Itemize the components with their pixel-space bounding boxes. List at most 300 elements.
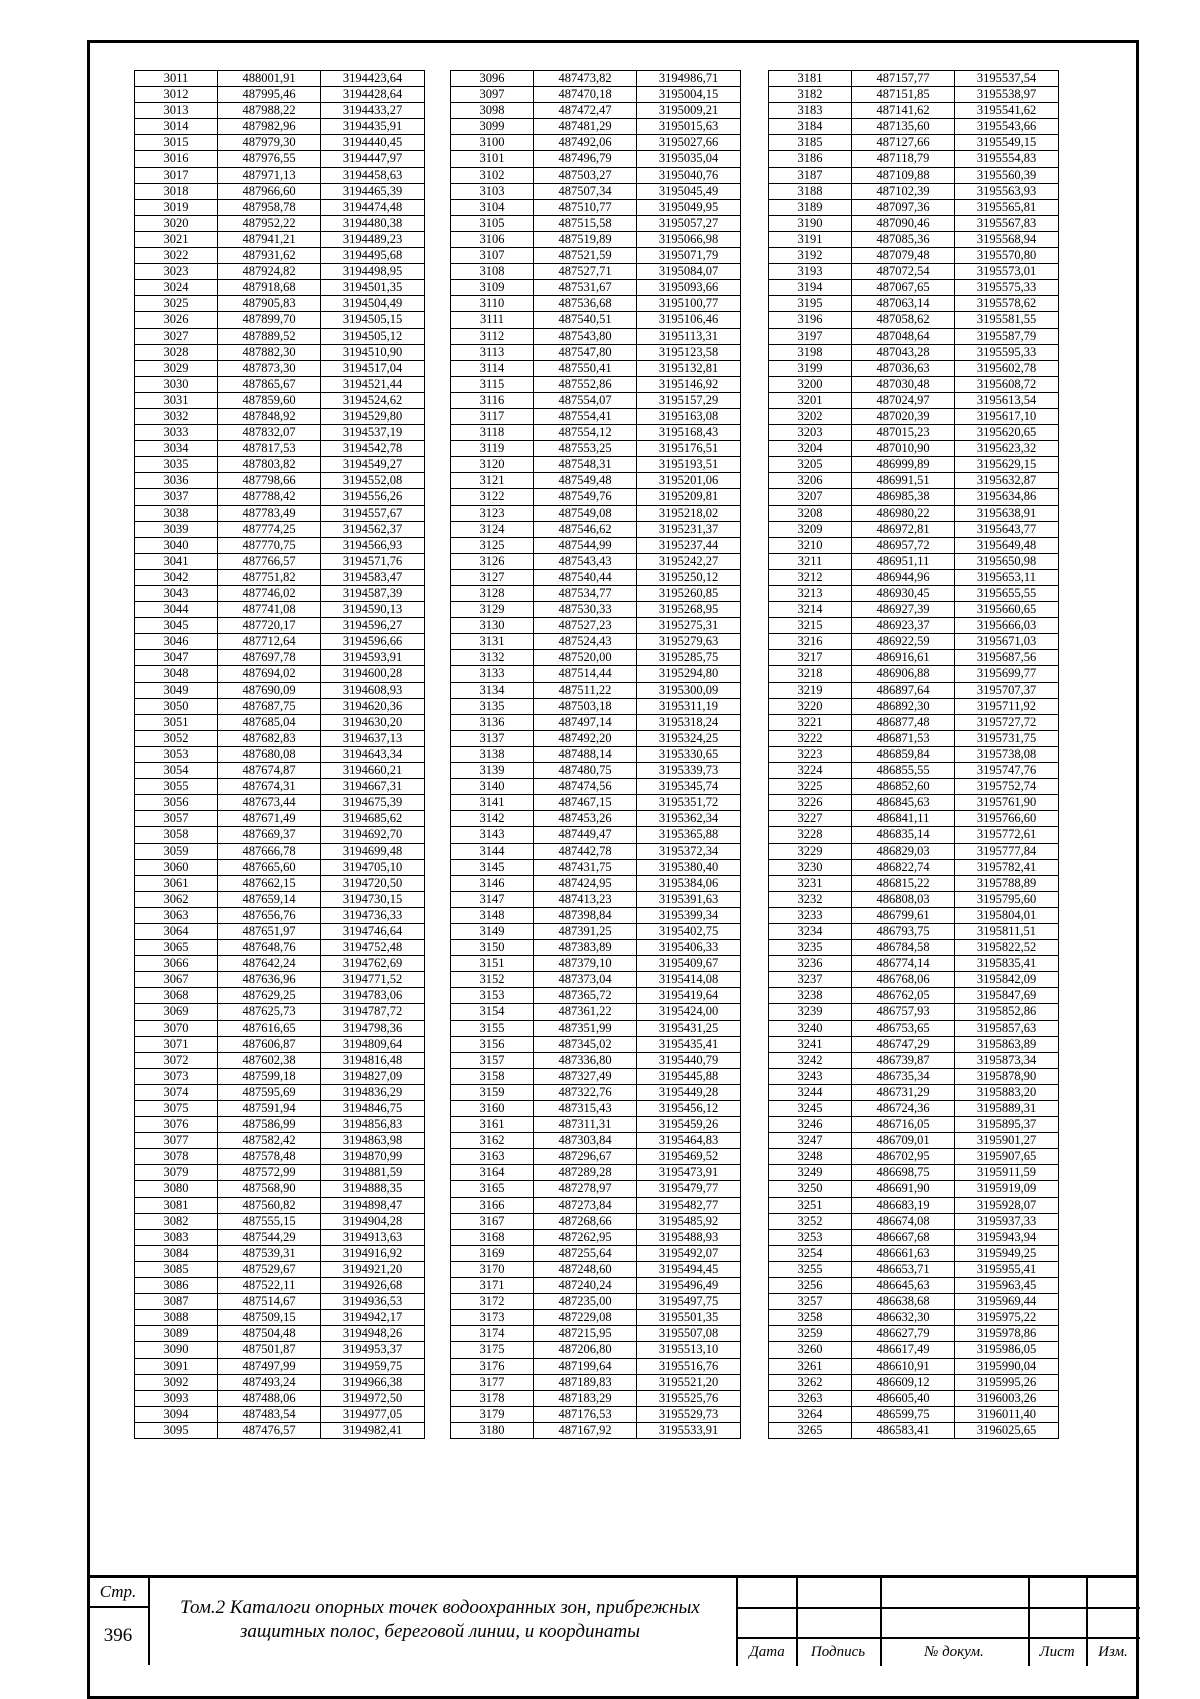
x-coordinate: 487952,22 bbox=[218, 215, 321, 231]
point-number: 3053 bbox=[135, 746, 218, 762]
table-row bbox=[451, 1117, 741, 1133]
table-row bbox=[769, 1036, 1059, 1052]
table-row bbox=[451, 215, 741, 231]
x-coordinate: 487651,97 bbox=[218, 923, 321, 939]
table-row bbox=[451, 392, 741, 408]
x-coordinate: 487481,29 bbox=[534, 119, 637, 135]
x-coordinate: 487602,38 bbox=[218, 1052, 321, 1068]
table-row bbox=[451, 1020, 741, 1036]
x-coordinate: 487273,84 bbox=[534, 1197, 637, 1213]
point-number: 3071 bbox=[135, 1036, 218, 1052]
x-coordinate: 486753,65 bbox=[852, 1020, 955, 1036]
table-row bbox=[135, 1117, 425, 1133]
y-coordinate: 3194549,27 bbox=[321, 457, 425, 473]
table-row bbox=[451, 1390, 741, 1406]
x-coordinate: 487476,57 bbox=[218, 1422, 321, 1438]
x-coordinate: 487109,88 bbox=[852, 167, 955, 183]
point-number: 3068 bbox=[135, 988, 218, 1004]
y-coordinate: 3194863,98 bbox=[321, 1133, 425, 1149]
x-coordinate: 487141,62 bbox=[852, 103, 955, 119]
table-row bbox=[135, 1197, 425, 1213]
point-number: 3237 bbox=[769, 972, 852, 988]
y-coordinate: 3195955,41 bbox=[955, 1261, 1059, 1277]
y-coordinate: 3194692,70 bbox=[321, 827, 425, 843]
point-number: 3019 bbox=[135, 199, 218, 215]
y-coordinate: 3194667,31 bbox=[321, 779, 425, 795]
x-coordinate: 487043,28 bbox=[852, 344, 955, 360]
point-number: 3049 bbox=[135, 682, 218, 698]
table-row bbox=[451, 425, 741, 441]
table-row bbox=[769, 1133, 1059, 1149]
point-number: 3087 bbox=[135, 1294, 218, 1310]
x-coordinate: 486583,41 bbox=[852, 1422, 955, 1438]
table-row bbox=[769, 1422, 1059, 1438]
table-row bbox=[135, 441, 425, 457]
y-coordinate: 3194881,59 bbox=[321, 1165, 425, 1181]
table-row bbox=[769, 650, 1059, 666]
point-number: 3113 bbox=[451, 344, 534, 360]
table-row bbox=[135, 1213, 425, 1229]
y-coordinate: 3194816,48 bbox=[321, 1052, 425, 1068]
y-coordinate: 3195937,33 bbox=[955, 1213, 1059, 1229]
x-coordinate: 487555,15 bbox=[218, 1213, 321, 1229]
x-coordinate: 486808,03 bbox=[852, 891, 955, 907]
x-coordinate: 487473,82 bbox=[534, 71, 637, 87]
point-number: 3240 bbox=[769, 1020, 852, 1036]
x-coordinate: 487248,60 bbox=[534, 1261, 637, 1277]
table-row bbox=[451, 103, 741, 119]
point-number: 3100 bbox=[451, 135, 534, 151]
point-number: 3191 bbox=[769, 231, 852, 247]
x-coordinate: 486605,40 bbox=[852, 1390, 955, 1406]
x-coordinate: 487554,07 bbox=[534, 392, 637, 408]
point-number: 3153 bbox=[451, 988, 534, 1004]
point-number: 3212 bbox=[769, 569, 852, 585]
table-row bbox=[451, 795, 741, 811]
point-number: 3173 bbox=[451, 1310, 534, 1326]
point-number: 3013 bbox=[135, 103, 218, 119]
point-number: 3102 bbox=[451, 167, 534, 183]
x-coordinate: 487361,22 bbox=[534, 1004, 637, 1020]
y-coordinate: 3195811,51 bbox=[955, 923, 1059, 939]
y-coordinate: 3195449,28 bbox=[637, 1084, 741, 1100]
x-coordinate: 487543,43 bbox=[534, 553, 637, 569]
y-coordinate: 3195529,73 bbox=[637, 1406, 741, 1422]
point-number: 3190 bbox=[769, 215, 852, 231]
point-number: 3011 bbox=[135, 71, 218, 87]
y-coordinate: 3195761,90 bbox=[955, 795, 1059, 811]
point-number: 3265 bbox=[769, 1422, 852, 1438]
x-coordinate: 486645,63 bbox=[852, 1278, 955, 1294]
x-coordinate: 486674,08 bbox=[852, 1213, 955, 1229]
x-coordinate: 487315,43 bbox=[534, 1101, 637, 1117]
table-row bbox=[769, 1020, 1059, 1036]
point-number: 3083 bbox=[135, 1229, 218, 1245]
x-coordinate: 486877,48 bbox=[852, 714, 955, 730]
table-row bbox=[135, 1342, 425, 1358]
point-number: 3249 bbox=[769, 1165, 852, 1181]
table-row bbox=[769, 151, 1059, 167]
point-number: 3255 bbox=[769, 1261, 852, 1277]
y-coordinate: 3195731,75 bbox=[955, 730, 1059, 746]
y-coordinate: 3195822,52 bbox=[955, 940, 1059, 956]
y-coordinate: 3195608,72 bbox=[955, 376, 1059, 392]
y-coordinate: 3195146,92 bbox=[637, 376, 741, 392]
point-number: 3229 bbox=[769, 843, 852, 859]
x-coordinate: 487488,14 bbox=[534, 746, 637, 762]
table-row bbox=[769, 634, 1059, 650]
x-coordinate: 487072,54 bbox=[852, 264, 955, 280]
point-number: 3178 bbox=[451, 1390, 534, 1406]
x-coordinate: 486841,11 bbox=[852, 811, 955, 827]
point-number: 3170 bbox=[451, 1261, 534, 1277]
point-number: 3200 bbox=[769, 376, 852, 392]
x-coordinate: 487127,66 bbox=[852, 135, 955, 151]
y-coordinate: 3194856,83 bbox=[321, 1117, 425, 1133]
table-row bbox=[769, 376, 1059, 392]
x-coordinate: 487636,96 bbox=[218, 972, 321, 988]
x-coordinate: 487504,48 bbox=[218, 1326, 321, 1342]
x-coordinate: 487549,48 bbox=[534, 473, 637, 489]
table-row bbox=[135, 135, 425, 151]
point-number: 3254 bbox=[769, 1245, 852, 1261]
point-number: 3045 bbox=[135, 618, 218, 634]
point-number: 3122 bbox=[451, 489, 534, 505]
x-coordinate: 487496,79 bbox=[534, 151, 637, 167]
table-row bbox=[451, 151, 741, 167]
date-label: Дата bbox=[749, 1644, 785, 1660]
y-coordinate: 3194505,12 bbox=[321, 328, 425, 344]
table-row bbox=[769, 183, 1059, 199]
y-coordinate: 3195469,52 bbox=[637, 1149, 741, 1165]
table-row bbox=[451, 376, 741, 392]
y-coordinate: 3195573,01 bbox=[955, 264, 1059, 280]
y-coordinate: 3194620,36 bbox=[321, 698, 425, 714]
y-coordinate: 3194720,50 bbox=[321, 875, 425, 891]
y-coordinate: 3195575,33 bbox=[955, 280, 1059, 296]
x-coordinate: 487048,64 bbox=[852, 328, 955, 344]
point-number: 3139 bbox=[451, 763, 534, 779]
y-coordinate: 3194798,36 bbox=[321, 1020, 425, 1036]
x-coordinate: 487527,71 bbox=[534, 264, 637, 280]
y-coordinate: 3194562,37 bbox=[321, 521, 425, 537]
y-coordinate: 3194888,35 bbox=[321, 1181, 425, 1197]
x-coordinate: 487278,97 bbox=[534, 1181, 637, 1197]
table-row bbox=[769, 1342, 1059, 1358]
point-number: 3051 bbox=[135, 714, 218, 730]
table-row bbox=[135, 87, 425, 103]
y-coordinate: 3195123,58 bbox=[637, 344, 741, 360]
table-row bbox=[769, 521, 1059, 537]
y-coordinate: 3195479,77 bbox=[637, 1181, 741, 1197]
x-coordinate: 486683,19 bbox=[852, 1197, 955, 1213]
table-row bbox=[135, 231, 425, 247]
point-number: 3127 bbox=[451, 569, 534, 585]
table-row bbox=[451, 183, 741, 199]
table-row bbox=[451, 167, 741, 183]
table-row bbox=[769, 280, 1059, 296]
y-coordinate: 3195406,33 bbox=[637, 940, 741, 956]
point-number: 3199 bbox=[769, 360, 852, 376]
x-coordinate: 487470,18 bbox=[534, 87, 637, 103]
y-coordinate: 3195878,90 bbox=[955, 1068, 1059, 1084]
x-coordinate: 487899,70 bbox=[218, 312, 321, 328]
x-coordinate: 487303,84 bbox=[534, 1133, 637, 1149]
point-number: 3037 bbox=[135, 489, 218, 505]
y-coordinate: 3194982,41 bbox=[321, 1422, 425, 1438]
point-number: 3179 bbox=[451, 1406, 534, 1422]
point-number: 3181 bbox=[769, 71, 852, 87]
table-row bbox=[451, 328, 741, 344]
table-row bbox=[135, 1390, 425, 1406]
x-coordinate: 487680,08 bbox=[218, 746, 321, 762]
x-coordinate: 487865,67 bbox=[218, 376, 321, 392]
point-number: 3258 bbox=[769, 1310, 852, 1326]
y-coordinate: 3194953,37 bbox=[321, 1342, 425, 1358]
point-number: 3120 bbox=[451, 457, 534, 473]
y-coordinate: 3194705,10 bbox=[321, 859, 425, 875]
y-coordinate: 3195157,29 bbox=[637, 392, 741, 408]
table-row bbox=[135, 1084, 425, 1100]
point-number: 3107 bbox=[451, 248, 534, 264]
y-coordinate: 3195057,27 bbox=[637, 215, 741, 231]
table-row bbox=[451, 441, 741, 457]
table-row bbox=[135, 119, 425, 135]
x-coordinate: 487548,31 bbox=[534, 457, 637, 473]
y-coordinate: 3194771,52 bbox=[321, 972, 425, 988]
table-row bbox=[451, 1133, 741, 1149]
table-row bbox=[135, 940, 425, 956]
x-coordinate: 487235,00 bbox=[534, 1294, 637, 1310]
y-coordinate: 3195738,08 bbox=[955, 746, 1059, 762]
x-coordinate: 487079,48 bbox=[852, 248, 955, 264]
table-row bbox=[135, 1358, 425, 1374]
table-row bbox=[135, 537, 425, 553]
y-coordinate: 3194752,48 bbox=[321, 940, 425, 956]
point-number: 3112 bbox=[451, 328, 534, 344]
table-row bbox=[769, 1358, 1059, 1374]
point-number: 3055 bbox=[135, 779, 218, 795]
table-row bbox=[135, 248, 425, 264]
table-row bbox=[769, 602, 1059, 618]
y-coordinate: 3195835,41 bbox=[955, 956, 1059, 972]
y-coordinate: 3194435,91 bbox=[321, 119, 425, 135]
x-coordinate: 487905,83 bbox=[218, 296, 321, 312]
x-coordinate: 486930,45 bbox=[852, 586, 955, 602]
y-coordinate: 3194898,47 bbox=[321, 1197, 425, 1213]
table-row bbox=[451, 1068, 741, 1084]
y-coordinate: 3195260,85 bbox=[637, 586, 741, 602]
x-coordinate: 487712,64 bbox=[218, 634, 321, 650]
y-coordinate: 3195464,83 bbox=[637, 1133, 741, 1149]
table-row bbox=[135, 1229, 425, 1245]
point-number: 3081 bbox=[135, 1197, 218, 1213]
point-number: 3033 bbox=[135, 425, 218, 441]
x-coordinate: 487553,25 bbox=[534, 441, 637, 457]
point-number: 3067 bbox=[135, 972, 218, 988]
table-row bbox=[135, 569, 425, 585]
table-row bbox=[135, 1149, 425, 1165]
x-coordinate: 487616,65 bbox=[218, 1020, 321, 1036]
point-number: 3221 bbox=[769, 714, 852, 730]
point-number: 3236 bbox=[769, 956, 852, 972]
y-coordinate: 3194593,91 bbox=[321, 650, 425, 666]
table-row bbox=[451, 280, 741, 296]
table-row bbox=[769, 569, 1059, 585]
y-coordinate: 3195268,95 bbox=[637, 602, 741, 618]
table-row bbox=[769, 119, 1059, 135]
point-number: 3104 bbox=[451, 199, 534, 215]
table-row bbox=[451, 634, 741, 650]
y-coordinate: 3195345,74 bbox=[637, 779, 741, 795]
x-coordinate: 487798,66 bbox=[218, 473, 321, 489]
point-number: 3259 bbox=[769, 1326, 852, 1342]
point-number: 3135 bbox=[451, 698, 534, 714]
x-coordinate: 487345,02 bbox=[534, 1036, 637, 1052]
y-coordinate: 3195163,08 bbox=[637, 408, 741, 424]
table-row bbox=[769, 473, 1059, 489]
point-number: 3224 bbox=[769, 763, 852, 779]
point-number: 3098 bbox=[451, 103, 534, 119]
point-number: 3215 bbox=[769, 618, 852, 634]
point-number: 3251 bbox=[769, 1197, 852, 1213]
x-coordinate: 486897,64 bbox=[852, 682, 955, 698]
y-coordinate: 3194904,28 bbox=[321, 1213, 425, 1229]
table-row bbox=[135, 505, 425, 521]
x-coordinate: 487873,30 bbox=[218, 360, 321, 376]
point-number: 3125 bbox=[451, 537, 534, 553]
y-coordinate: 3194521,44 bbox=[321, 376, 425, 392]
table-row bbox=[769, 811, 1059, 827]
point-number: 3079 bbox=[135, 1165, 218, 1181]
point-number: 3226 bbox=[769, 795, 852, 811]
y-coordinate: 3195895,37 bbox=[955, 1117, 1059, 1133]
table-row bbox=[451, 248, 741, 264]
point-number: 3210 bbox=[769, 537, 852, 553]
x-coordinate: 486972,81 bbox=[852, 521, 955, 537]
x-coordinate: 487514,67 bbox=[218, 1294, 321, 1310]
point-number: 3064 bbox=[135, 923, 218, 939]
point-number: 3161 bbox=[451, 1117, 534, 1133]
point-number: 3241 bbox=[769, 1036, 852, 1052]
x-coordinate: 486610,91 bbox=[852, 1358, 955, 1374]
y-coordinate: 3195482,77 bbox=[637, 1197, 741, 1213]
x-coordinate: 486609,12 bbox=[852, 1374, 955, 1390]
x-coordinate: 486768,06 bbox=[852, 972, 955, 988]
table-row bbox=[451, 730, 741, 746]
point-number: 3154 bbox=[451, 1004, 534, 1020]
x-coordinate: 486661,63 bbox=[852, 1245, 955, 1261]
x-coordinate: 487665,60 bbox=[218, 859, 321, 875]
y-coordinate: 3194827,09 bbox=[321, 1068, 425, 1084]
point-number: 3162 bbox=[451, 1133, 534, 1149]
table-row bbox=[769, 940, 1059, 956]
y-coordinate: 3194977,05 bbox=[321, 1406, 425, 1422]
table-row bbox=[135, 553, 425, 569]
point-number: 3066 bbox=[135, 956, 218, 972]
point-number: 3147 bbox=[451, 891, 534, 907]
table-row bbox=[769, 698, 1059, 714]
x-coordinate: 486923,37 bbox=[852, 618, 955, 634]
y-coordinate: 3195581,55 bbox=[955, 312, 1059, 328]
point-number: 3110 bbox=[451, 296, 534, 312]
point-number: 3063 bbox=[135, 907, 218, 923]
x-coordinate: 487578,48 bbox=[218, 1149, 321, 1165]
x-coordinate: 487336,80 bbox=[534, 1052, 637, 1068]
point-number: 3186 bbox=[769, 151, 852, 167]
x-coordinate: 486852,60 bbox=[852, 779, 955, 795]
table-row bbox=[135, 344, 425, 360]
point-number: 3039 bbox=[135, 521, 218, 537]
x-coordinate: 487351,99 bbox=[534, 1020, 637, 1036]
y-coordinate: 3195986,05 bbox=[955, 1342, 1059, 1358]
x-coordinate: 487924,82 bbox=[218, 264, 321, 280]
x-coordinate: 487063,14 bbox=[852, 296, 955, 312]
table-row bbox=[769, 1374, 1059, 1390]
table-row bbox=[135, 602, 425, 618]
table-row bbox=[135, 956, 425, 972]
y-coordinate: 3195419,64 bbox=[637, 988, 741, 1004]
table-row bbox=[451, 1165, 741, 1181]
point-number: 3185 bbox=[769, 135, 852, 151]
point-number: 3031 bbox=[135, 392, 218, 408]
x-coordinate: 487671,49 bbox=[218, 811, 321, 827]
y-coordinate: 3194556,26 bbox=[321, 489, 425, 505]
table-row bbox=[451, 505, 741, 521]
x-coordinate: 487682,83 bbox=[218, 730, 321, 746]
y-coordinate: 3195231,37 bbox=[637, 521, 741, 537]
y-coordinate: 3195549,15 bbox=[955, 135, 1059, 151]
x-coordinate: 487662,15 bbox=[218, 875, 321, 891]
point-number: 3167 bbox=[451, 1213, 534, 1229]
y-coordinate: 3195473,91 bbox=[637, 1165, 741, 1181]
x-coordinate: 487383,89 bbox=[534, 940, 637, 956]
y-coordinate: 3195496,49 bbox=[637, 1278, 741, 1294]
x-coordinate: 487546,62 bbox=[534, 521, 637, 537]
y-coordinate: 3195049,95 bbox=[637, 199, 741, 215]
x-coordinate: 487783,49 bbox=[218, 505, 321, 521]
x-coordinate: 487311,31 bbox=[534, 1117, 637, 1133]
point-number: 3151 bbox=[451, 956, 534, 972]
x-coordinate: 486698,75 bbox=[852, 1165, 955, 1181]
table-row bbox=[135, 779, 425, 795]
point-number: 3114 bbox=[451, 360, 534, 376]
table-row bbox=[451, 1374, 741, 1390]
point-number: 3203 bbox=[769, 425, 852, 441]
y-coordinate: 3195424,00 bbox=[637, 1004, 741, 1020]
table-row bbox=[135, 280, 425, 296]
y-coordinate: 3195372,34 bbox=[637, 843, 741, 859]
table-row bbox=[451, 521, 741, 537]
x-coordinate: 487090,46 bbox=[852, 215, 955, 231]
table-row bbox=[135, 312, 425, 328]
point-number: 3022 bbox=[135, 248, 218, 264]
table-row bbox=[135, 666, 425, 682]
y-coordinate: 3194762,69 bbox=[321, 956, 425, 972]
table-row bbox=[451, 875, 741, 891]
x-coordinate: 487521,59 bbox=[534, 248, 637, 264]
point-number: 3202 bbox=[769, 408, 852, 424]
point-number: 3075 bbox=[135, 1101, 218, 1117]
point-number: 3091 bbox=[135, 1358, 218, 1374]
x-coordinate: 487189,83 bbox=[534, 1374, 637, 1390]
coordinate-table-3 bbox=[768, 70, 1059, 1439]
table-row bbox=[769, 763, 1059, 779]
table-row bbox=[769, 441, 1059, 457]
y-coordinate: 3195901,27 bbox=[955, 1133, 1059, 1149]
y-coordinate: 3194660,21 bbox=[321, 763, 425, 779]
table-row bbox=[769, 264, 1059, 280]
